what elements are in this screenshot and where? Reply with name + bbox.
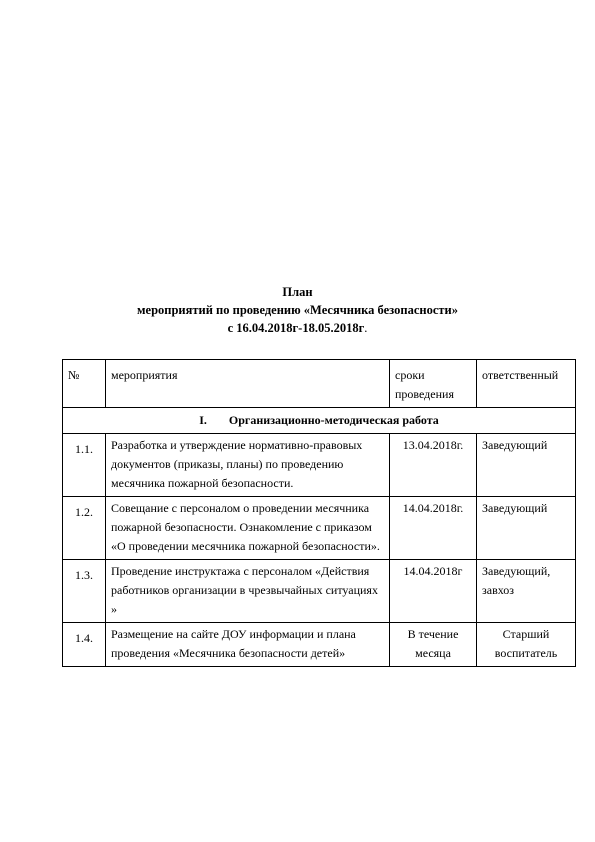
table-row [63,623,576,667]
table-header-row [63,360,576,408]
row-date: 14.04.2018г. [390,497,477,560]
row-responsible: Старший воспитатель [477,623,576,667]
row-date: 14.04.2018г [390,560,477,623]
document-header [0,283,595,337]
date-range: с 16.04.2018г-18.05.2018г [227,321,365,335]
row-event: Размещение на сайте ДОУ информации и плана проведения «Месячника безопасности детей» [106,623,390,667]
document-dates [228,321,368,335]
row-number: 1.2. [63,497,106,560]
row-date: В течение месяца [390,623,477,667]
document-subject: мероприятий по проведению «Месячника безопасности» [137,303,458,317]
column-header-number: № [63,360,106,408]
row-number: 1.1. [63,434,106,497]
section-cell [63,408,576,434]
row-event: Совещание с персоналом о проведении месячника пожарной безопасности. Ознакомление с приказом «О проведении месячника пожарной безопасности». [106,497,390,560]
column-header-responsible: ответственный [477,360,576,408]
row-responsible: Заведующий, завхоз [477,560,576,623]
section-number: I. [199,413,207,427]
column-header-date: сроки проведения [390,360,477,408]
row-responsible: Заведующий [477,434,576,497]
row-number: 1.3. [63,560,106,623]
events-table [62,359,576,667]
table-row [63,434,576,497]
table-row [63,560,576,623]
row-date: 13.04.2018г. [390,434,477,497]
document-title: План [282,285,313,299]
section-title: Организационно-методическая работа [228,413,439,427]
date-range-period: . [364,321,368,335]
row-event: Проведение инструктажа с персоналом «Действия работников организации в чрезвычайных ситуациях » [106,560,390,623]
table-row [63,497,576,560]
section-row [63,408,576,434]
row-number: 1.4. [63,623,106,667]
row-event: Разработка и утверждение нормативно-правовых документов (приказы, планы) по проведению месячника пожарной безопасности. [106,434,390,497]
column-header-event: мероприятия [106,360,390,408]
row-responsible: Заведующий [477,497,576,560]
